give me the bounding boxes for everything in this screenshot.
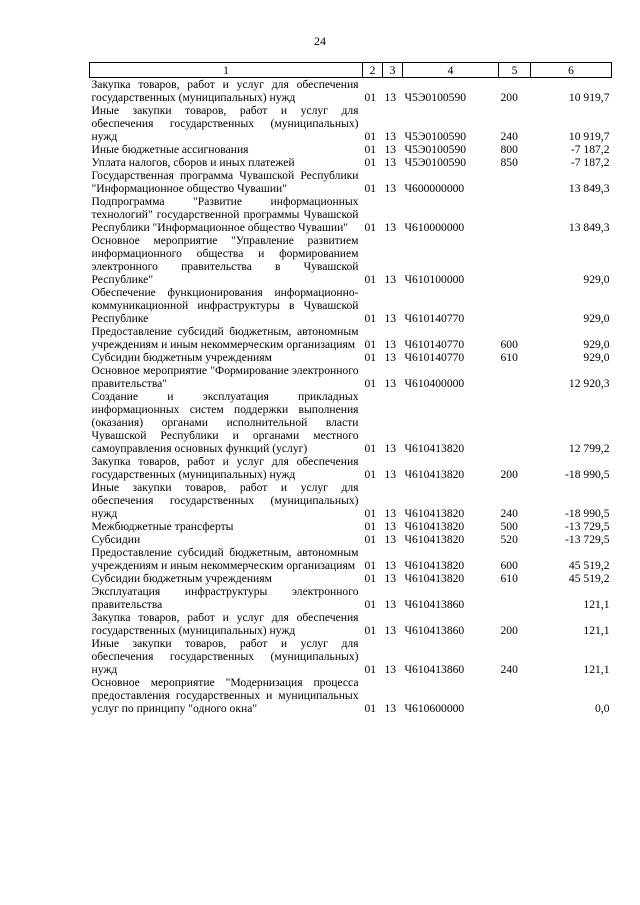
row-section: 01 xyxy=(364,663,377,676)
row-expense-type: 240 xyxy=(500,663,518,676)
row-name: Уплата налогов, сборов и иных платежей xyxy=(91,156,295,169)
row-expense-type: 240 xyxy=(500,507,518,520)
table-row xyxy=(90,234,612,286)
row-amount: 121,1 xyxy=(583,663,610,676)
row-subsection: 13 xyxy=(384,598,397,611)
row-expense-type: 610 xyxy=(500,572,518,585)
table-row xyxy=(90,325,612,351)
row-name: Закупка товаров, работ и услуг для обеспечения государственных (муниципальных) нужд xyxy=(91,455,359,481)
row-section: 01 xyxy=(364,156,377,169)
row-amount: 10 919,7 xyxy=(568,130,610,143)
row-amount: 121,1 xyxy=(583,598,610,611)
row-name: Субсидии бюджетным учреждениям xyxy=(91,351,272,364)
row-subsection: 13 xyxy=(384,572,397,585)
row-subsection: 13 xyxy=(384,130,397,143)
row-subsection: 13 xyxy=(384,312,397,325)
row-target-code: Ч610413820 xyxy=(404,533,465,546)
row-expense-type xyxy=(499,234,531,286)
page-number: 24 xyxy=(314,34,326,48)
row-name: Создание и эксплуатация прикладных информационных систем поддержки выполнения (оказания) органами исполнительной власти Чувашской Республики и органами местного самоуправления основных функций (услуг) xyxy=(91,390,359,455)
table-row xyxy=(90,143,612,156)
table-row xyxy=(90,533,612,546)
row-subsection: 13 xyxy=(384,273,397,286)
row-amount: 45 519,2 xyxy=(568,572,610,585)
row-section: 01 xyxy=(364,221,377,234)
table-body xyxy=(90,78,612,716)
row-name: Иные закупки товаров, работ и услуг для обеспечения государственных (муниципальных) нужд xyxy=(91,637,359,676)
row-amount: -18 990,5 xyxy=(565,468,610,481)
row-expense-type: 800 xyxy=(500,143,518,156)
header-col-5: 5 xyxy=(499,63,531,78)
row-subsection: 13 xyxy=(384,351,397,364)
row-section: 01 xyxy=(364,442,377,455)
row-section: 01 xyxy=(364,182,377,195)
row-name: Основное мероприятие "Модернизация процесса предоставления государственных и муниципальных услуг по принципу "одного окна" xyxy=(91,676,359,715)
row-name: Обеспечение функционирования информационно-коммуникационной инфраструктуры в Чувашской Республике xyxy=(91,286,359,325)
header-col-1: 1 xyxy=(90,63,363,78)
row-expense-type: 200 xyxy=(500,91,518,104)
row-section: 01 xyxy=(364,520,377,533)
row-section: 01 xyxy=(364,598,377,611)
row-section: 01 xyxy=(364,312,377,325)
row-section: 01 xyxy=(364,572,377,585)
row-name: Межбюджетные трансферты xyxy=(91,520,234,533)
row-amount: -18 990,5 xyxy=(565,507,610,520)
row-section: 01 xyxy=(364,507,377,520)
row-subsection: 13 xyxy=(384,91,397,104)
table-header xyxy=(90,63,612,78)
row-amount: -7 187,2 xyxy=(570,156,610,169)
table-row xyxy=(90,585,612,611)
row-subsection: 13 xyxy=(384,377,397,390)
table-row xyxy=(90,637,612,676)
row-expense-type: 610 xyxy=(500,351,518,364)
row-target-code: Ч610140770 xyxy=(404,351,465,364)
table-row xyxy=(90,156,612,169)
row-expense-type: 200 xyxy=(500,468,518,481)
row-expense-type: 850 xyxy=(500,156,518,169)
row-section: 01 xyxy=(364,468,377,481)
row-subsection: 13 xyxy=(384,507,397,520)
table-row xyxy=(90,611,612,637)
table-row xyxy=(90,572,612,585)
row-amount: 929,0 xyxy=(583,338,610,351)
row-name: Государственная программа Чувашской Республики "Информационное общество Чувашии" xyxy=(91,169,359,195)
row-subsection: 13 xyxy=(384,143,397,156)
row-subsection: 13 xyxy=(384,702,397,715)
table-row xyxy=(90,481,612,520)
table-row xyxy=(90,78,612,105)
row-target-code: Ч5Э0100590 xyxy=(404,156,467,169)
row-expense-type: 520 xyxy=(500,533,518,546)
row-amount: 12 799,2 xyxy=(568,442,610,455)
row-name: Иные бюджетные ассигнования xyxy=(91,143,249,156)
row-expense-type: 600 xyxy=(500,338,518,351)
row-name: Эксплуатация инфраструктуры электронного правительства xyxy=(91,585,359,611)
row-name: Иные закупки товаров, работ и услуг для обеспечения государственных (муниципальных) нужд xyxy=(91,481,359,520)
row-section: 01 xyxy=(364,338,377,351)
row-target-code: Ч5Э0100590 xyxy=(404,130,467,143)
row-subsection: 13 xyxy=(384,520,397,533)
table-row xyxy=(90,169,612,195)
row-expense-type: 500 xyxy=(500,520,518,533)
row-target-code: Ч600000000 xyxy=(404,182,465,195)
table-row xyxy=(90,676,612,715)
header-col-4: 4 xyxy=(403,63,499,78)
row-amount: -7 187,2 xyxy=(570,143,610,156)
row-subsection: 13 xyxy=(384,624,397,637)
row-amount: -13 729,5 xyxy=(565,533,610,546)
row-name: Основное мероприятие "Управление развитием информационного общества и формированием электронного правительства в Чувашской Республике" xyxy=(91,234,359,286)
row-amount: 12 920,3 xyxy=(568,377,610,390)
row-target-code: Ч610000000 xyxy=(404,221,465,234)
row-target-code: Ч5Э0100590 xyxy=(404,91,467,104)
row-name: Иные закупки товаров, работ и услуг для обеспечения государственных (муниципальных) нужд xyxy=(91,104,359,143)
row-target-code: Ч610413820 xyxy=(404,572,465,585)
row-target-code: Ч610140770 xyxy=(404,338,465,351)
table-row xyxy=(90,520,612,533)
table-row xyxy=(90,390,612,455)
row-amount: 10 919,7 xyxy=(568,91,610,104)
header-col-6: 6 xyxy=(531,63,612,78)
row-expense-type: 200 xyxy=(500,624,518,637)
row-subsection: 13 xyxy=(384,468,397,481)
row-name: Закупка товаров, работ и услуг для обеспечения государственных (муниципальных) нужд xyxy=(91,611,359,637)
row-section: 01 xyxy=(364,533,377,546)
row-name: Субсидии xyxy=(91,533,141,546)
row-expense-type xyxy=(499,195,531,234)
row-target-code: Ч610400000 xyxy=(404,377,465,390)
row-name: Предоставление субсидий бюджетным, автономным учреждениям и иным некоммерческим организациям xyxy=(91,325,359,351)
row-section: 01 xyxy=(364,91,377,104)
row-section: 01 xyxy=(364,624,377,637)
row-expense-type: 600 xyxy=(500,559,518,572)
table-row xyxy=(90,455,612,481)
row-section: 01 xyxy=(364,273,377,286)
row-expense-type xyxy=(499,585,531,611)
table-row xyxy=(90,351,612,364)
row-subsection: 13 xyxy=(384,156,397,169)
row-target-code: Ч610413820 xyxy=(404,520,465,533)
row-expense-type: 240 xyxy=(500,130,518,143)
row-amount: 45 519,2 xyxy=(568,559,610,572)
row-subsection: 13 xyxy=(384,442,397,455)
row-target-code: Ч5Э0100590 xyxy=(404,143,467,156)
row-section: 01 xyxy=(364,143,377,156)
row-name: Предоставление субсидий бюджетным, автономным учреждениям и иным некоммерческим организациям xyxy=(91,546,359,572)
row-target-code: Ч610413820 xyxy=(404,559,465,572)
budget-table xyxy=(89,62,612,715)
row-subsection: 13 xyxy=(384,338,397,351)
row-subsection: 13 xyxy=(384,559,397,572)
row-expense-type xyxy=(499,390,531,455)
row-target-code: Ч610140770 xyxy=(404,312,465,325)
row-subsection: 13 xyxy=(384,663,397,676)
table-row xyxy=(90,195,612,234)
row-target-code: Ч610413820 xyxy=(404,442,465,455)
row-section: 01 xyxy=(364,559,377,572)
row-target-code: Ч610413820 xyxy=(404,468,465,481)
row-section: 01 xyxy=(364,702,377,715)
header-row xyxy=(90,63,612,78)
row-target-code: Ч610413820 xyxy=(404,507,465,520)
row-subsection: 13 xyxy=(384,533,397,546)
row-name: Подпрограмма "Развитие информационных технологий" государственной программы Чувашской Республики "Информационное общество Чувашии" xyxy=(91,195,359,234)
row-target-code: Ч610600000 xyxy=(404,702,465,715)
row-amount: 929,0 xyxy=(583,312,610,325)
header-col-2: 2 xyxy=(363,63,383,78)
row-amount: 929,0 xyxy=(583,351,610,364)
row-target-code: Ч610413860 xyxy=(404,663,465,676)
row-expense-type xyxy=(499,364,531,390)
row-amount: 13 849,3 xyxy=(568,221,610,234)
row-amount: 13 849,3 xyxy=(568,182,610,195)
row-target-code: Ч610100000 xyxy=(404,273,465,286)
row-target-code: Ч610413860 xyxy=(404,598,465,611)
row-expense-type xyxy=(499,286,531,325)
row-name: Субсидии бюджетным учреждениям xyxy=(91,572,272,585)
row-expense-type xyxy=(499,169,531,195)
row-amount: 929,0 xyxy=(583,273,610,286)
row-target-code: Ч610413860 xyxy=(404,624,465,637)
header-col-3: 3 xyxy=(383,63,403,78)
table-row xyxy=(90,364,612,390)
row-amount: -13 729,5 xyxy=(565,520,610,533)
row-section: 01 xyxy=(364,130,377,143)
row-name: Закупка товаров, работ и услуг для обеспечения государственных (муниципальных) нужд xyxy=(91,78,359,104)
row-amount: 121,1 xyxy=(583,624,610,637)
table-row xyxy=(90,546,612,572)
row-section: 01 xyxy=(364,377,377,390)
table-row xyxy=(90,286,612,325)
row-subsection: 13 xyxy=(384,182,397,195)
row-name: Основное мероприятие "Формирование электронного правительства" xyxy=(91,364,359,390)
row-expense-type xyxy=(499,676,531,715)
row-subsection: 13 xyxy=(384,221,397,234)
row-amount: 0,0 xyxy=(595,702,610,715)
row-section: 01 xyxy=(364,351,377,364)
table-row xyxy=(90,104,612,143)
